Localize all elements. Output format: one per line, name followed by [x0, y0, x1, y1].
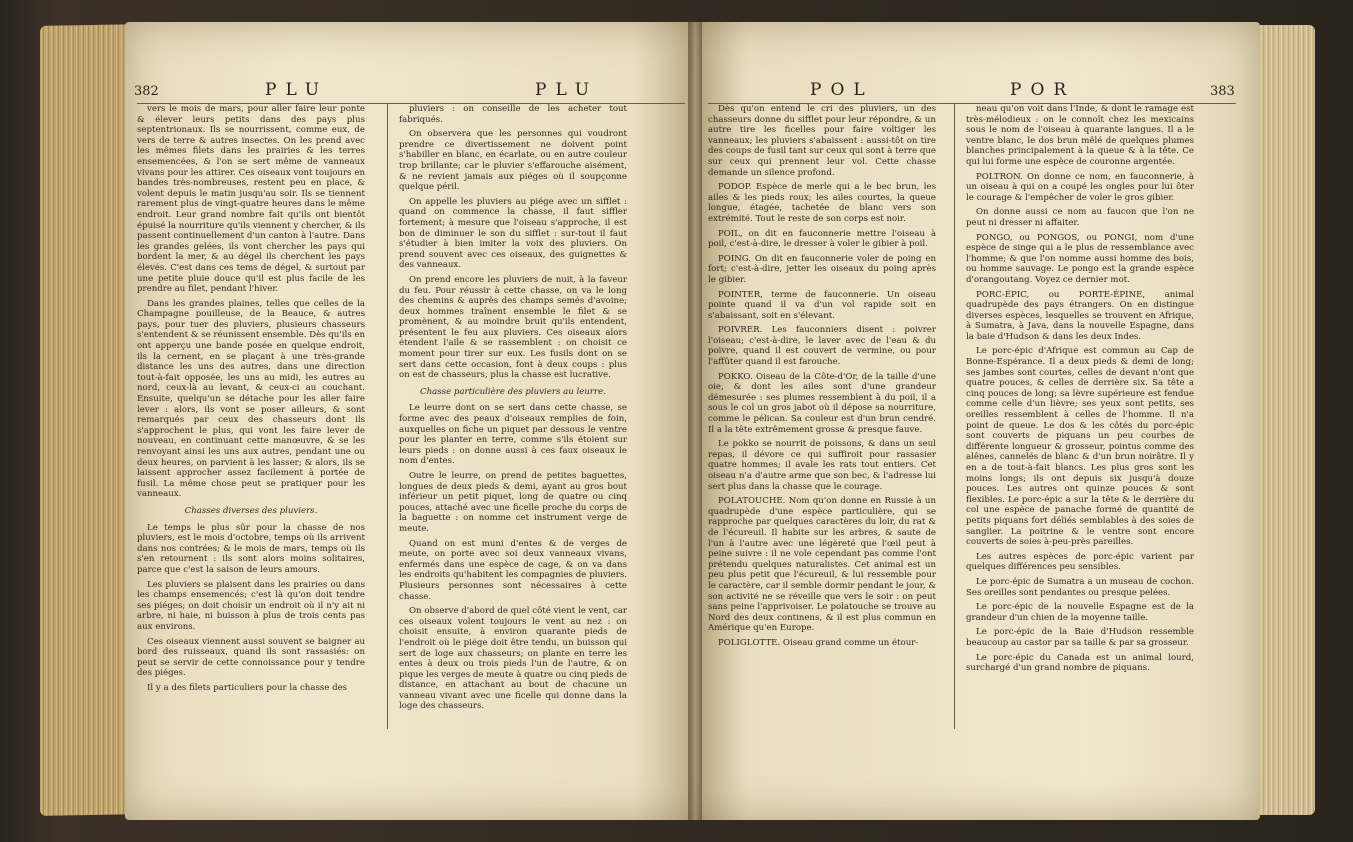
paragraph: On donne aussi ce nom au faucon que l'on ne peut ni dresser ni affaiter. [966, 207, 1194, 228]
left-column-1 [137, 104, 365, 697]
section-subheading: Chasses diverses des pluviers. [184, 505, 318, 516]
paragraph: Outre le leurre, on prend de petites baguettes, longues de deux pieds & demi, ayant au gros bout inférieur un petit piquet, long de quatre ou cinq pouces, attaché avec une ficelle proche du corps de la baguette : on nomme cet instrument verge de meute. [399, 471, 627, 534]
paragraph: POLTRON. On donne ce nom, en fauconnerie, à un oiseau à qui on a coupé les ongles pour lui ôter le courage & l'empêcher de voler le gros gibier. [966, 171, 1194, 203]
paragraph: neau qu'on voit dans l'Inde, & dont le ramage est très-mélodieux : on le connoît chez les mexicains sous le nom de l'oiseau à quarante langues. Il a le ventre blanc, le dos brun mêlé de quelques plumes blanches principalement à la queue & à la tête. Ce qui lui forme une espèce de couronne argentée. [966, 104, 1194, 167]
paragraph: pluviers : on conseille de les acheter tout fabriqués. [399, 104, 627, 125]
paragraph: POING. On dit en fauconnerie voler de poing en fort; c'est-à-dire, jetter les oiseaux du poing après le gibier. [708, 253, 936, 285]
paragraph: POIVRER. Les fauconniers disent : poivrer l'oiseau; c'est-à-dire, le laver avec de l'eau & du poivre, quand il est couvert de vermine, ou pour l'affûter quand il est farouche. [708, 325, 936, 368]
paragraph: On observe d'abord de quel côté vient le vent, car ces oiseaux volent toujours le vent au nez : on choisit ensuite, à environ quarante pieds de l'endroit où le piége doit être tendu, un buisson qui sert de loge aux chasseurs; on plante en terre les entes à deux ou trois pieds l'un de l'autre, & on pique les verges de meute à quatre ou cinq pieds de distance, en attachant au bout de chacune un vanneau vivant avec une ficelle qui donne dans la loge des chasseurs. [399, 606, 627, 712]
paragraph: POIL, on dit en fauconnerie mettre l'oiseau à poil, c'est-à-dire, le dresser à voler le gibier à poil. [708, 228, 936, 250]
paragraph: Le porc-épic de la Baie d'Hudson ressemble beaucoup au castor par sa taille & par sa grosseur. [966, 627, 1194, 648]
right-page-number: 383 [1210, 84, 1235, 99]
paragraph: Ces oiseaux viennent aussi souvent se baigner au bord des ruisseaux, quand ils sont rassasiés: on peut se servir de cette connoissance pour y tendre des piéges. [137, 636, 365, 679]
left-running-head-1: PLU [265, 80, 329, 100]
left-running-head-2: PLU [535, 80, 599, 100]
paragraph: On observera que les personnes qui voudront prendre ce divertissement ne doivent point s'habiller en blanc, en écarlate, ou en autre couleur trop brillante; car le pluvier s'effarouche aisément, & ne revient jamais aux piéges où il soupçonne quelque péril. [399, 129, 627, 193]
paragraph: On appelle les pluviers au piége avec un sifflet : quand on commence la chasse, il faut siffler fortement; à mesure que l'oiseau s'approche, il est bon de diminuer le son du sifflet : sur-tout il faut s'étudier à bien imiter la voix des pluviers. On prend souvent avec ces oiseaux, des guignettes & des vanneaux. [399, 196, 627, 271]
right-column-rule [954, 104, 955, 729]
left-column-rule [387, 104, 388, 729]
paragraph: POINTER, terme de fauconnerie. Un oiseau pointe quand il va d'un vol rapide soit en s'abaissant, soit en s'élevant. [708, 289, 936, 321]
paragraph: Les pluviers se plaisent dans les prairies ou dans les champs ensemencés; c'est là qu'on doit tendre ses piéges; on doit choisir un endroit où il n'y ait ni arbre, ni haie, ni buisson à plus de trois cents pas aux environs. [137, 579, 365, 632]
paragraph: Il y a des filets particuliers pour la chasse des [147, 682, 348, 693]
right-column-2 [966, 104, 1194, 678]
paragraph: Dès qu'on entend le cri des pluviers, un des chasseurs donne du sifflet pour leur répondre, & un autre tire les ficelles pour faire voltiger les vanneaux; les pluviers s'abaissent : aussi-tôt on tire des coups de fusil tant sur ceux qui sont à terre que sur ceux qui prennent leur vol. Cette chasse demande un silence profond. [708, 104, 936, 178]
paragraph: PONGO, ou PONGOS, ou PONGI, nom d'une espèce de singe qui a le plus de ressemblance avec l'homme; & que l'on nomme aussi homme des bois, ou homme sauvage. Le pongo est la grande espèce d'orangoutang. Voyez ce dernier mot. [966, 232, 1194, 285]
left-page [125, 22, 703, 820]
paragraph: Quand on est muni d'entes & de verges de meute, on porte avec soi deux vanneaux vivans, enfermés dans une espèce de cage, & on va dans les endroits qu'habitent les compagnies de pluviers. Plusieurs personnes sont nécessaires à cette chasse. [399, 538, 627, 602]
paragraph: POLIGLOTTE. Oiseau grand comme un étour- [718, 637, 919, 648]
paragraph: vers le mois de mars, pour aller faire leur ponte & élever leurs petits dans des pays plus septentrionaux. Ils se nourrissent, comme eux, de vers de terre & autres insectes. On les prend avec les mêmes filets dans les prairies & les terres ensemencées, & l'on se sert même de vanneaux vivans pour les attirer. Ces oiseaux vont toujours en bandes très-nombreuses, restent peu en place, & volent depuis le matin jusqu'au soir. Ils se tiennent rarement plus de vingt-quatre heures dans le même endroit. Leur grand nombre fait qu'ils ont bientôt épuisé la nourriture qu'ils viennent y chercher, & ils passent continuellement d'un canton à l'autre. Dans les grandes gelées, ils vont chercher les pays qui bordent la mer, & au dégel ils cherchent les pays élevés. C'est dans ces tems de dégel, & surtout par une petite pluie douce qu'il est plus facile de les prendre au filet, pendant l'hiver. [137, 104, 365, 295]
right-column-1 [708, 104, 936, 653]
paragraph: POLATOUCHE. Nom qu'on donne en Russie à un quadrupède d'une espèce particulière, qui se rapproche par quelques caractères du loir, du rat & de l'écureuil. Il habite sur les arbres, & saute de l'un à l'autre avec une légèreté que l'œil peut à peine suivre : il ne vole cependant pas comme l'ont prétendu quelques naturalistes. Cet animal est un peu plus petit que l'écureuil, & lui ressemble pour le caractère, car il semble dormir pendant le jour, & son activité ne se réveille que vers le soir : on peut sans peine l'apprivoiser. Le polatouche se trouve au Nord des deux continens, & il est plus commun en Amérique qu'en Europe. [708, 496, 936, 634]
paragraph: Le porc-épic de Sumatra a un museau de cochon. Ses oreilles sont pendantes ou presque pelées. [966, 576, 1194, 598]
left-column-2 [399, 104, 627, 716]
paragraph: Le temps le plus sûr pour la chasse de nos pluviers, est le mois d'octobre, temps où ils arrivent dans nos contrées; & le mois de mars, temps où ils s'en retournent : ils sont alors moins solitaires, parce que c'est la saison de leurs amours. [137, 522, 365, 575]
book-gutter [688, 22, 702, 820]
paragraph: Les autres espèces de porc-épic varient par quelques différences peu sensibles. [966, 551, 1194, 573]
paragraph: On prend encore les pluviers de nuit, à la faveur du feu. Pour réussir à cette chasse, on va le long des chemins & auprès des champs semés d'avoine; deux hommes traînent ensemble le filet & se promènent, & au moindre bruit qu'ils entendent, présentent le feu aux pluviers. Ces oiseaux alors étendent l'aile & se rassemblent : on choisit ce moment pour tirer sur eux. Les fusils dont on se sert dans cette occasion, font à deux coups : plus on est de chasseurs, plus la chasse est lucrative. [399, 274, 627, 381]
paragraph: Le pokko se nourrit de poissons, & dans un seul repas, il dévore ce qui suffiroit pour rassasier quatre hommes; il avale les rats tout entiers. Cet oiseau n'a d'autre arme que son bec, & l'adresse lui sert plus dans la chasse que le courage. [708, 439, 936, 492]
left-page-number: 382 [134, 84, 159, 99]
paragraph: Le porc-épic du Canada est un animal lourd, surchargé d'un grand nombre de piquans. [966, 652, 1194, 674]
right-page [690, 22, 1260, 820]
paragraph: POKKO. Oiseau de la Côte-d'Or, de la taille d'une oie, & dont les ailes sont d'une grandeur démesurée : ses plumes ressemblent à du poil, il a sous le col un gros jabot où il dépose sa nourriture, comme le pélican. Sa couleur est d'un brun cendré. Il a la tête extrêmement grosse & presque fauve. [708, 371, 936, 435]
paragraph: Le leurre dont on se sert dans cette chasse, se forme avec des peaux d'oiseaux remplies de foin, auxquelles on fiche un piquet par dessous le ventre pour les planter en terre, comme s'ils étoient sur leurs pieds : on donne aussi à ces faux oiseaux le nom d'entes. [399, 403, 627, 467]
paragraph: Dans les grandes plaines, telles que celles de la Champagne pouilleuse, de la Beauce, & autres pays, pour tuer des pluviers, plusieurs chasseurs s'entendent & se réunissent ensemble. Dès qu'ils en ont apperçu une bande posée en quelque endroit, ils la cernent, en se plaçant à une très-grande distance les uns des autres, dans une direction tout-à-fait opposée, les uns au midi, les autres au nord, ceux-là au levant, & ceux-ci au couchant. Ensuite, quelqu'un se détache pour les aller faire lever : alors, ils vont se poser ailleurs, & sont remarqués par ceux des chasseurs dont ils s'approchent le plus, qui vont les faire lever de nouveau, en continuant cette manœuvre, & se les renvoyant ainsi les uns aux autres, pendant une ou deux heures, on parvient à les lasser; & alors, ils se laissent approcher assez facilement à portée de fusil. La même chose peut se pratiquer pour les vanneaux. [137, 298, 365, 500]
section-subheading: Chasse particulière des pluviers au leurre. [420, 386, 606, 397]
paragraph: Le porc-épic d'Afrique est commun au Cap de Bonne-Espérance. Il a deux pieds & demi de long; ses jambes sont courtes, celles de devant n'ont que quatre pouces, & celles de derrière six. Sa tête a cinq pouces de long; sa lèvre supérieure est fendue comme celle d'un lièvre; ses yeux sont petits, ses oreilles ressemblent à celles de l'homme. Il n'a point de queue. Le dos & les côtés du porc-épic sont couverts de piquans un peu courbes de différente longueur & grosseur, pointus comme des alênes, cannelés de blanc & d'un brun noirâtre. Il y en a de tout-à-fait blancs. Les plus gros sont les moins longs; ils ont depuis six jusqu'à douze pouces. Les autres ont quinze pouces & sont flexibles. Le porc-épic a sur la tête & le derrière du col une espèce de panache formé de quantité de petits piquans fort déliés semblables à des soies de sanglier. La poitrine & le ventre sont encore couverts de soies à-peu-près pareilles. [966, 346, 1194, 548]
right-running-head-2: POR [1010, 80, 1076, 100]
right-running-head-1: POL [810, 80, 874, 100]
paragraph: Le porc-épic de la nouvelle Espagne est de la grandeur d'un chien de la moyenne taille. [966, 602, 1194, 623]
paragraph: PORC-ÉPIC, ou PORTE-ÉPINE, animal quadrupède des pays étrangers. On en distingue diverses espèces, lesquelles se trouvent en Afrique, à Sumatra, à Java, dans la nouvelle Espagne, dans la baie d'Hudson & dans les deux Indes. [966, 289, 1194, 342]
paragraph: PODOP. Espèce de merle qui a le bec brun, les ailes & les pieds roux; les ailes courtes, la queue longue, étagée, tachetée de blanc vers son extrémité. Tout le reste de son corps est noir. [708, 182, 936, 224]
